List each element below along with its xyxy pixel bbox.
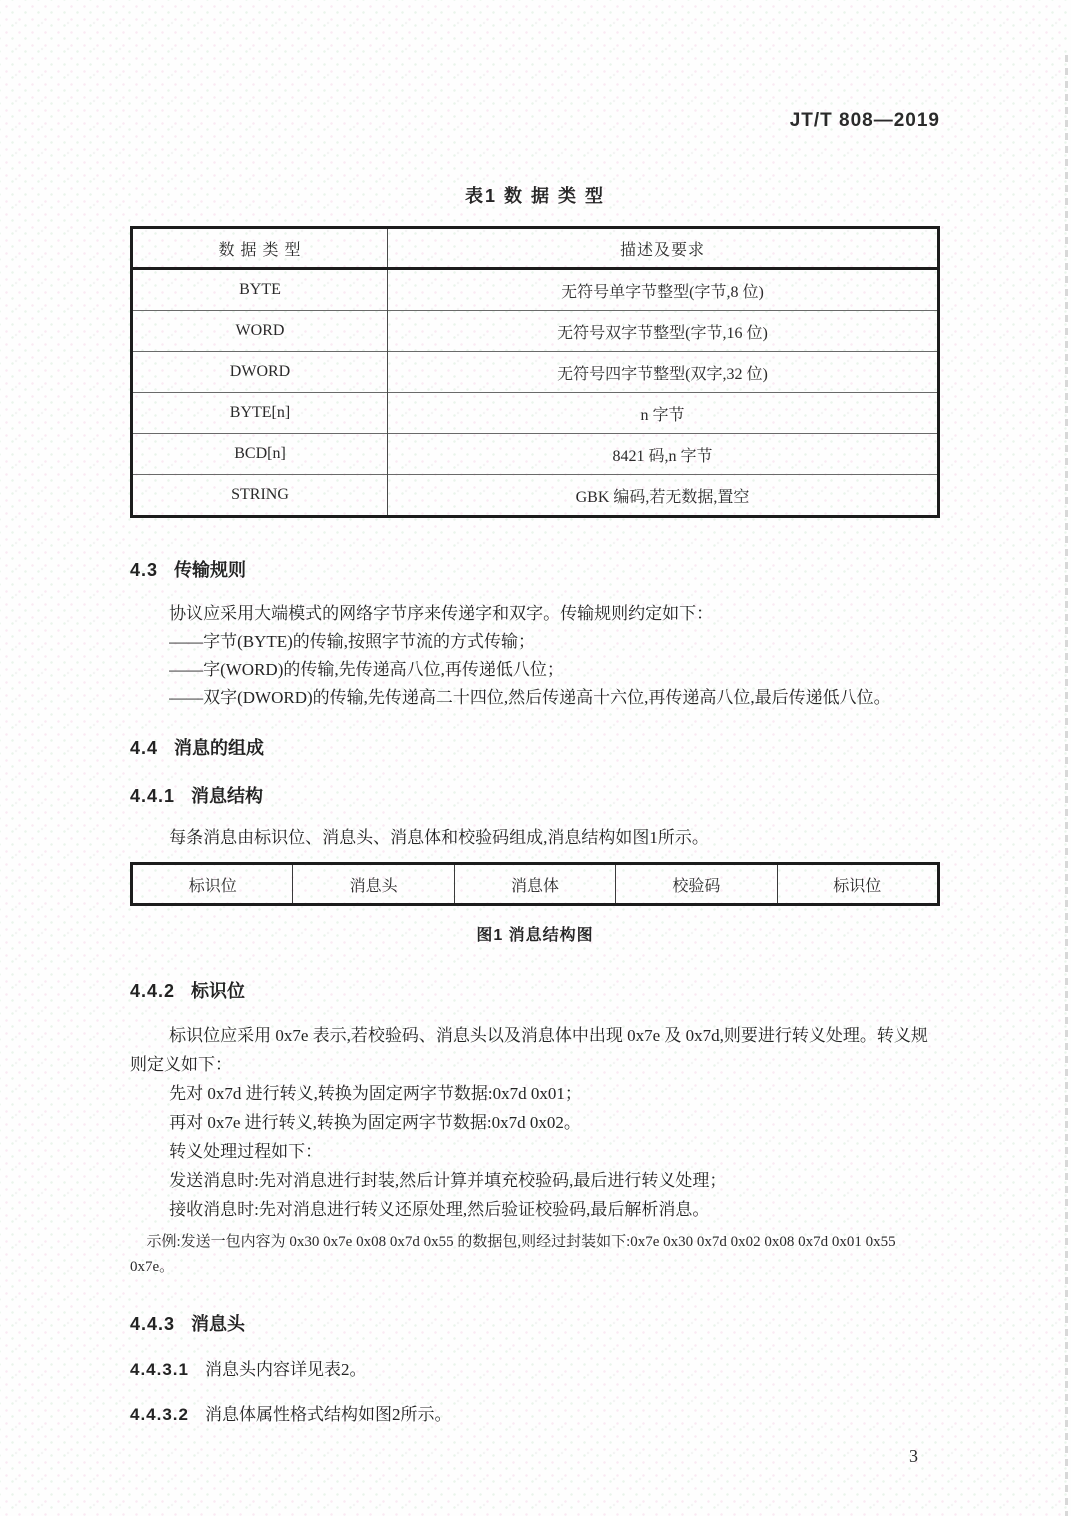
escape-rule-0x7e: 再对 0x7e 进行转义,转换为固定两字节数据:0x7d 0x02。 (169, 1113, 581, 1132)
section-title: 消息的组成 (174, 738, 265, 758)
table1-cell-type: DWORD (132, 352, 388, 393)
section-heading-4-4 (130, 734, 940, 760)
table-row (132, 311, 939, 352)
table1-cell-desc: GBK 编码,若无数据,置空 (388, 475, 939, 517)
standard-number-header: JT/T 808—2019 (789, 110, 940, 131)
table1-cell-type: BYTE[n] (132, 393, 388, 434)
table-row (132, 475, 939, 517)
paragraph-4-4-1: 每条消息由标识位、消息头、消息体和校验码组成,消息结构如图1所示。 (169, 828, 709, 847)
list-item-byte-rule: ——字节(BYTE)的传输,按照字节流的方式传输； (169, 632, 536, 651)
section-title: 标识位 (191, 981, 246, 1001)
table1-cell-desc: 无符号单字节整型(字节,8 位) (388, 269, 939, 311)
table-row (132, 434, 939, 475)
section-title: 消息头 (191, 1314, 246, 1334)
escape-process-intro: 转义处理过程如下： (169, 1142, 323, 1161)
subsection-text: 消息体属性格式结构如图2所示。 (205, 1405, 452, 1424)
paragraph-4-4-2-intro: 标识位应采用 0x7e 表示,若校验码、消息头以及消息体中出现 0x7e 及 0x7d,则要进行转义处理。转义规则定义如下： (130, 1026, 928, 1074)
table1-header-desc: 描述及要求 (388, 228, 939, 269)
list-item-dword-rule: ——双字(DWORD)的传输,先传递高二十四位,然后传递高十六位,再传递高八位,最后传递低八位。 (169, 688, 891, 707)
figure1-caption: 图1 消息结构图 (476, 927, 594, 944)
section-heading-4-4-2 (130, 977, 940, 1003)
figure1-row (132, 864, 939, 905)
table1-cell-desc: 无符号四字节整型(双字,32 位) (388, 352, 939, 393)
subsection-number: 4.4.3.2 (130, 1405, 189, 1424)
section-heading-4-3 (130, 556, 940, 582)
escape-example: 示例:发送一包内容为 0x30 0x7e 0x08 0x7d 0x55 的数据包,则经过封装如下:0x7e 0x30 0x7d 0x02 0x08 0x7d 0x01 0x55 0x7e。 (130, 1234, 896, 1275)
section-number: 4.4.3 (130, 1314, 176, 1334)
table1-header-type: 数 据 类 型 (132, 228, 388, 269)
escape-process-send: 发送消息时:先对消息进行封装,然后计算并填充校验码,最后进行转义处理； (169, 1171, 727, 1190)
subsection-text: 消息头内容详见表2。 (205, 1360, 367, 1379)
table-row (132, 393, 939, 434)
table-row (132, 269, 939, 311)
paragraph-4-3-intro: 协议应采用大端模式的网络字节序来传递字和双字。传输规则约定如下： (169, 604, 714, 623)
table-row (132, 352, 939, 393)
table1-cell-desc: 无符号双字节整型(字节,16 位) (388, 311, 939, 352)
table1-cell-type: WORD (132, 311, 388, 352)
figure1-cell-body: 消息体 (454, 864, 615, 905)
table1-data-types (130, 226, 940, 518)
table1-cell-type: BYTE (132, 269, 388, 311)
section-title: 传输规则 (174, 560, 247, 580)
scan-edge-artifact (1065, 55, 1068, 1516)
figure1-cell-flag-end: 标识位 (833, 877, 882, 895)
subsection-number: 4.4.3.1 (130, 1360, 189, 1379)
section-number: 4.4 (130, 738, 159, 758)
figure1-cell-flag-start: 标识位 (132, 864, 293, 905)
subsection-4-4-3-1 (130, 1356, 940, 1384)
section-number: 4.3 (130, 560, 159, 580)
figure1-message-structure (130, 862, 940, 906)
subsection-4-4-3-2 (130, 1401, 940, 1429)
table1-cell-desc: n 字节 (388, 393, 939, 434)
figure1-cell-checksum: 校验码 (616, 864, 777, 905)
escape-rule-0x7d: 先对 0x7d 进行转义,转换为固定两字节数据:0x7d 0x01； (169, 1084, 582, 1103)
escape-process-receive: 接收消息时:先对消息进行转义还原处理,然后验证校验码,最后解析消息。 (169, 1200, 710, 1219)
list-item-word-rule: ——字(WORD)的传输,先传递高八位,再传递低八位； (169, 660, 564, 679)
section-number: 4.4.2 (130, 981, 176, 1001)
section-heading-4-4-3 (130, 1310, 940, 1336)
page-number: 3 (909, 1446, 918, 1466)
table1-cell-desc: 8421 码,n 字节 (388, 434, 939, 475)
section-heading-4-4-1 (130, 782, 940, 808)
table1-caption: 表1 数 据 类 型 (464, 186, 605, 206)
page-content (130, 0, 940, 1467)
table1-header-row (132, 228, 939, 269)
table1-cell-type: BCD[n] (132, 434, 388, 475)
section-number: 4.4.1 (130, 786, 176, 806)
figure1-cell-header: 消息头 (293, 864, 454, 905)
section-title: 消息结构 (191, 786, 264, 806)
table1-cell-type: STRING (132, 475, 388, 517)
